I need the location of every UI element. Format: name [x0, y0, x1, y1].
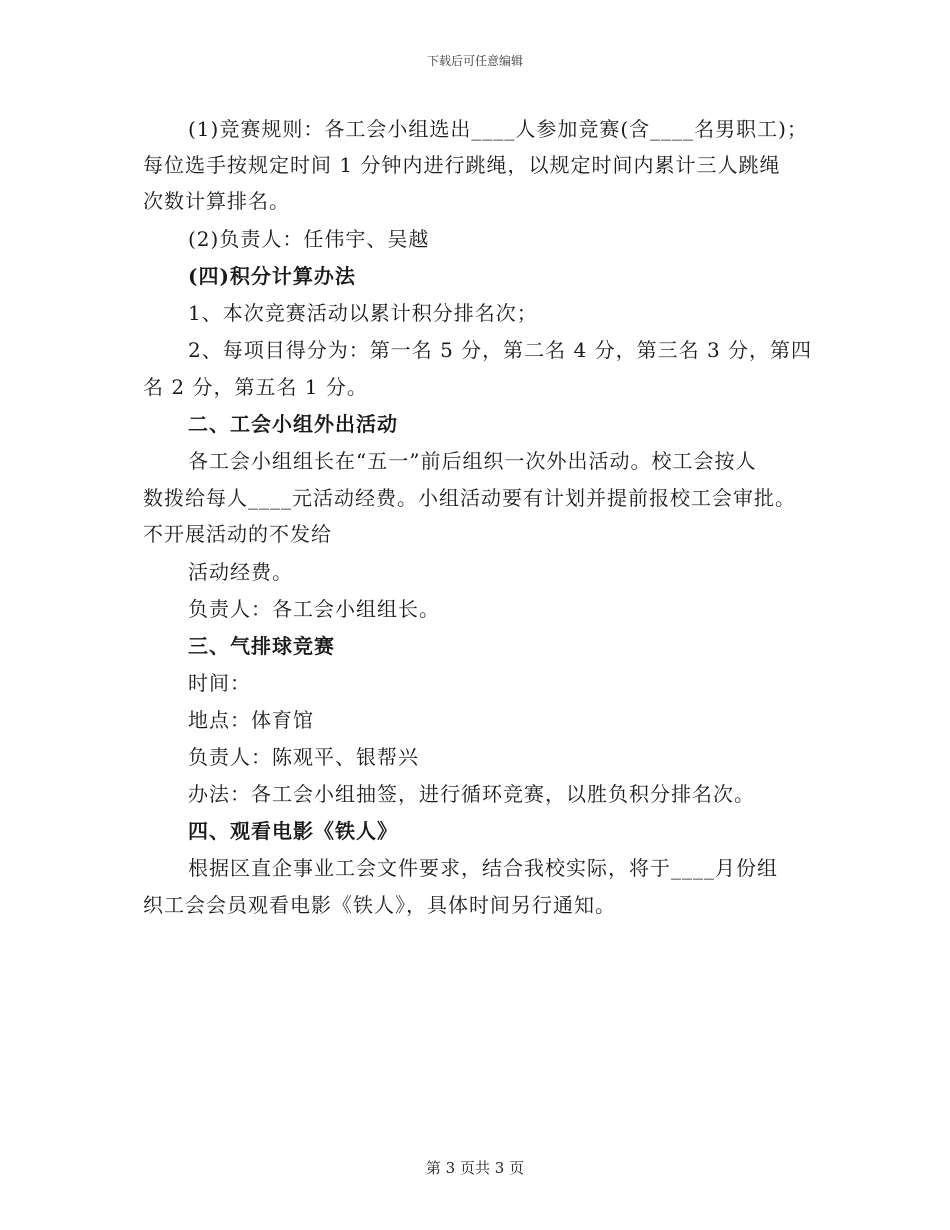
outing-para-4: 活动经费。 [188, 560, 293, 584]
movie-para-2: 织工会会员观看电影《铁人》，具体时间另行通知。 [143, 893, 616, 917]
outing-para-2: 数拨给每人____元活动经费。小组活动要有计划并提前报校工会审批。 [143, 486, 796, 510]
scoring-item-1: 1、本次竞赛活动以累计积分排名次； [188, 301, 538, 325]
section-heading-movie: 四、观看电影《铁人》 [188, 819, 398, 843]
section-heading-volleyball: 三、气排球竞赛 [188, 634, 335, 658]
movie-para-1: 根据区直企事业工会文件要求，结合我校实际，将于____月份组 [188, 856, 778, 880]
section-heading-scoring: (四)积分计算办法 [188, 264, 356, 288]
responsible-line: (2)负责人：任伟宇、吴越 [188, 227, 430, 251]
section-heading-outing: 二、工会小组外出活动 [188, 412, 398, 436]
scoring-item-2: 2、每项目得分为：第一名 5 分，第二名 4 分，第三名 3 分，第四 [188, 338, 813, 362]
rule-line-2: 每位选手按规定时间 1 分钟内进行跳绳，以规定时间内累计三人跳绳 [143, 153, 781, 177]
volleyball-place: 地点：体育馆 [188, 708, 314, 732]
rule-line-3: 次数计算排名。 [143, 189, 290, 213]
page-header: 下载后可任意编辑 [426, 54, 523, 68]
volleyball-time: 时间： [188, 671, 251, 695]
outing-para-3: 不开展活动的不发给 [143, 522, 332, 546]
scoring-item-2-cont: 名 2 分，第五名 1 分。 [143, 375, 368, 399]
outing-para-1: 各工会小组组长在“五一”前后组织一次外出活动。校工会按人 [188, 449, 757, 473]
volleyball-method: 办法：各工会小组抽签，进行循环竞赛，以胜负积分排名次。 [188, 782, 755, 806]
rule-line-1: (1)竞赛规则：各工会小组选出____人参加竞赛(含____名男职工)； [188, 117, 808, 141]
volleyball-responsible: 负责人：陈观平、银帮兴 [188, 745, 419, 769]
outing-responsible: 负责人：各工会小组组长。 [188, 597, 440, 621]
page-footer: 第 3 页共 3 页 [425, 1159, 525, 1177]
